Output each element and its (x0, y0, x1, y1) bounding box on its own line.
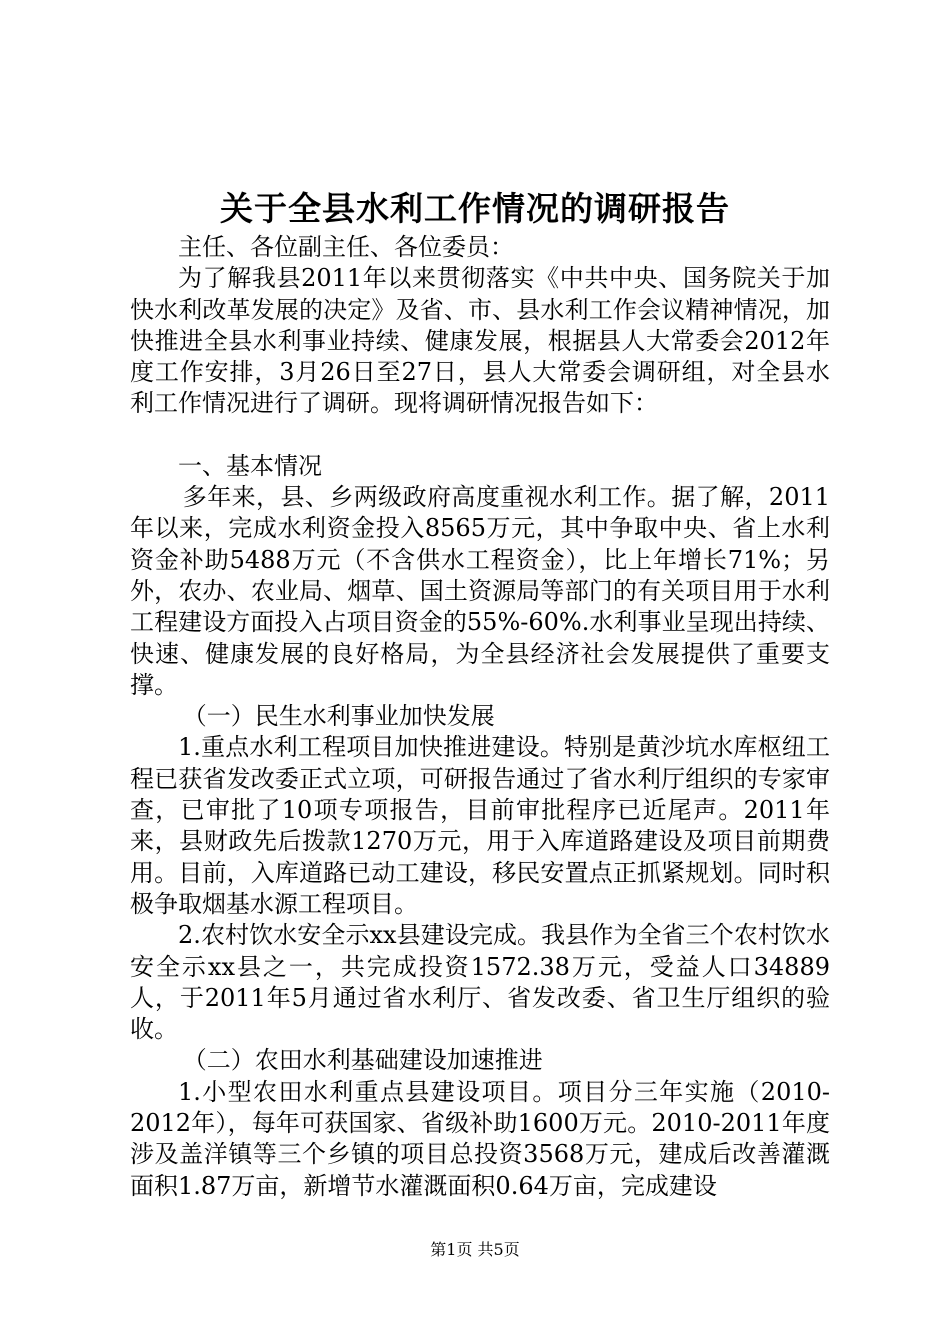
body-paragraph: 1.小型农田水利重点县建设项目。项目分三年实施（2010-2012年），每年可获国家、省级补助1600万元。2010-2011年度涉及盖洋镇等三个乡镇的项目总投资3568万元，建成后改善灌溉面积1.87万亩，新增节水灌溉面积0.64万亩，完成建设 (130, 1077, 830, 1200)
subsection-heading: （一）民生水利事业加快发展 (182, 702, 495, 731)
section-heading: 一、基本情况 (178, 451, 322, 480)
document-title: 关于全县水利工作情况的调研报告 (220, 189, 730, 228)
intro-paragraph: 为了解我县2011年以来贯彻落实《中共中央、国务院关于加快水利改革发展的决定》及省、市、县水利工作会议精神情况，加快推进全县水利事业持续、健康发展，根据县人大常委会2012年度工作安排，3月26日至27日，县人大常委会调研组，对全县水利工作情况进行了调研。现将调研情况报告如下： (130, 264, 830, 418)
body-paragraph: 2.农村饮水安全示xx县建设完成。我县作为全省三个农村饮水安全示xx县之一，共完成投资1572.38万元，受益人口34889人，于2011年5月通过省水利厅、省发改委、省卫生厅组织的验收。 (130, 921, 830, 1044)
body-paragraph: 1.重点水利工程项目加快推进建设。特别是黄沙坑水库枢纽工程已获省发改委正式立项，可研报告通过了省水利厅组织的专家审查，已审批了10项专项报告，目前审批程序已近尾声。2011年来，县财政先后拨款1270万元，用于入库道路建设及项目前期费用。目前，入库道路已动工建设，移民安置点正抓紧规划。同时积极争取烟基水源工程项目。 (130, 733, 830, 918)
document-body (130, 232, 830, 1202)
page-number-footer: 第1页 共5页 (430, 1240, 520, 1259)
subsection-heading: （二）农田水利基础建设加速推进 (182, 1046, 543, 1075)
salutation: 主任、各位副主任、各位委员： (178, 233, 514, 261)
body-paragraph: 多年来，县、乡两级政府高度重视水利工作。据了解，2011年以来，完成水利资金投入8565万元，其中争取中央、省上水利资金补助5488万元（不含供水工程资金），比上年增长71%；另外，农办、农业局、烟草、国土资源局等部门的有关项目用于水利工程建设方面投入占项目资金的55%-60%.水利事业呈现出持续、快速、健康发展的良好格局，为全县经济社会发展提供了重要支撑。 (130, 483, 830, 699)
